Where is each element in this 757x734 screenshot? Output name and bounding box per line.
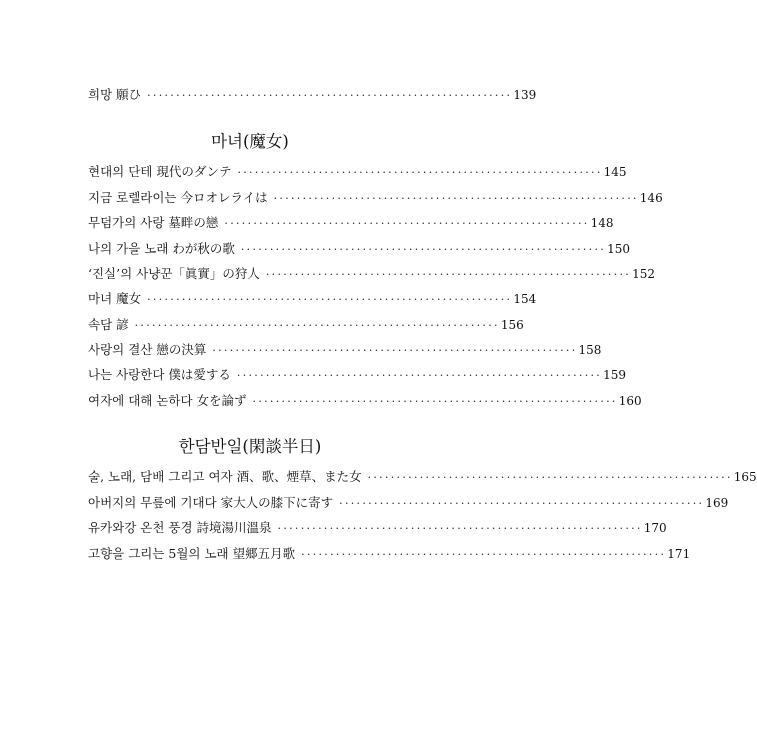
toc-entry[interactable] <box>88 367 626 384</box>
toc-entry[interactable] <box>88 495 729 512</box>
entry-page-number: 145 <box>603 165 627 179</box>
entry-title: 무덤가의 사랑 墓畔の戀 <box>88 215 219 230</box>
entry-page-number: 160 <box>618 394 642 408</box>
entry-title: ‘진실’의 사냥꾼「眞實」の狩人 <box>88 266 260 281</box>
toc-entry[interactable] <box>88 520 667 537</box>
entry-title: 현대의 단테 現代のダンテ <box>88 164 232 179</box>
dot-leader: ······························································· <box>252 395 618 408</box>
dot-leader: ······························································· <box>240 243 607 256</box>
entry-title: 나의 가을 노래 わが秋の歌 <box>88 241 235 256</box>
entry-title: 술, 노래, 담배 그리고 여자 酒、歌、煙草、また女 <box>88 469 362 484</box>
entry-page-number: 148 <box>590 216 614 230</box>
entry-title: 유카와강 온천 풍경 詩境湯川溫泉 <box>88 520 272 535</box>
toc-entry[interactable] <box>88 215 614 232</box>
dot-leader: ······························································· <box>236 369 603 382</box>
section-heading: 한담반일(閑談半日) <box>178 437 322 456</box>
toc-entry[interactable] <box>88 87 537 104</box>
toc-entry[interactable] <box>88 266 655 283</box>
entry-title: 마녀 魔女 <box>88 291 142 306</box>
toc-entry[interactable] <box>88 164 627 181</box>
entry-page-number: 156 <box>500 318 524 332</box>
dot-leader: ······························································· <box>224 217 590 230</box>
dot-leader: ······························································· <box>212 344 578 357</box>
entry-title: 속담 諺 <box>88 317 129 332</box>
entry-page-number: 159 <box>603 368 626 382</box>
dot-leader: ······························································· <box>134 319 500 332</box>
entry-title: 사랑의 결산 戀の決算 <box>88 342 207 357</box>
entry-page-number: 154 <box>513 292 537 306</box>
entry-page-number: 146 <box>639 191 663 205</box>
entry-page-number: 150 <box>607 242 630 256</box>
entry-title: 아버지의 무릎에 기대다 家大人の膝下に寄す <box>88 495 334 510</box>
toc-entry[interactable] <box>88 342 602 359</box>
entry-title: 지금 로렐라이는 今ロオレライは <box>88 190 268 205</box>
entry-page-number: 165 <box>733 470 757 484</box>
entry-title: 나는 사랑한다 僕は愛する <box>88 367 231 382</box>
entry-page-number: 171 <box>667 547 691 561</box>
dot-leader: ······························································· <box>273 192 639 205</box>
dot-leader: ······························································· <box>147 293 513 306</box>
entry-page-number: 170 <box>643 521 667 535</box>
entry-title: 희망 願ひ <box>88 87 142 102</box>
dot-leader: ······························································· <box>277 522 643 535</box>
dot-leader: ······························································· <box>367 471 733 484</box>
entry-page-number: 169 <box>705 496 729 510</box>
entry-title: 고향을 그리는 5월의 노래 望郷五月歌 <box>88 546 296 561</box>
toc-entry[interactable] <box>88 317 524 334</box>
entry-title: 여자에 대해 논하다 女を論ず <box>88 393 247 408</box>
section-heading: 마녀(魔女) <box>211 132 289 151</box>
entry-page-number: 139 <box>513 88 537 102</box>
toc-entry[interactable] <box>88 393 642 410</box>
toc-entry[interactable] <box>88 291 537 308</box>
toc-entry[interactable] <box>88 546 691 563</box>
dot-leader: ······························································· <box>237 166 603 179</box>
dot-leader: ······························································· <box>265 268 632 281</box>
toc-entry[interactable] <box>88 241 630 258</box>
toc-entry[interactable] <box>88 190 663 207</box>
entry-page-number: 152 <box>632 267 655 281</box>
entry-page-number: 158 <box>578 343 602 357</box>
dot-leader: ······························································· <box>147 89 513 102</box>
toc-entry[interactable] <box>88 469 757 486</box>
dot-leader: ······························································· <box>339 497 705 510</box>
dot-leader: ······························································· <box>301 548 667 561</box>
